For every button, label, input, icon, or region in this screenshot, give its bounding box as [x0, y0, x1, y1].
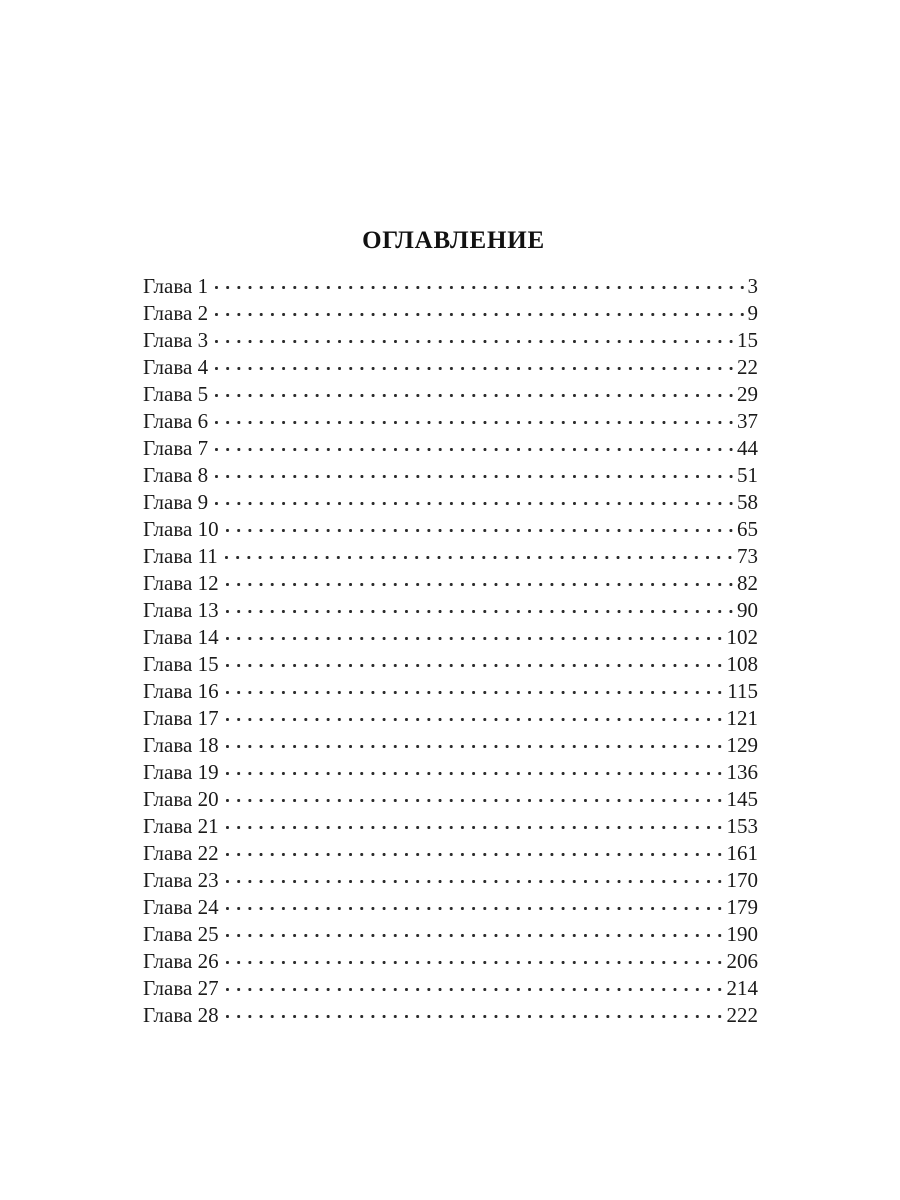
dot-leader [226, 1001, 725, 1022]
toc-entry[interactable] [143, 866, 758, 893]
toc-entry-page-number: 58 [737, 490, 758, 514]
toc-entry-label: Глава 23 [143, 868, 219, 892]
toc-entry-label: Глава 7 [143, 436, 209, 460]
toc-entry[interactable] [143, 785, 758, 812]
dot-leader [226, 947, 725, 968]
dot-leader [226, 515, 735, 536]
toc-entry-page-number: 108 [726, 652, 758, 676]
dot-leader [215, 407, 735, 428]
toc-entry-page-number: 121 [726, 706, 758, 730]
page-title: ОГЛАВЛЕНИЕ [362, 227, 545, 254]
toc-entry[interactable] [143, 677, 758, 704]
toc-entry-label: Глава 21 [143, 814, 219, 838]
toc-entry[interactable] [143, 812, 758, 839]
dot-leader [226, 920, 725, 941]
toc-entry-label: Глава 22 [143, 841, 219, 865]
toc-entry[interactable] [143, 839, 758, 866]
toc-entry[interactable] [143, 704, 758, 731]
toc-entry-page-number: 65 [737, 517, 758, 541]
toc-entry[interactable] [143, 758, 758, 785]
dot-leader [226, 623, 725, 644]
toc-entry[interactable] [143, 272, 758, 299]
dot-leader [226, 650, 725, 671]
toc-entry[interactable] [143, 407, 758, 434]
toc-entry-label: Глава 24 [143, 895, 219, 919]
toc-entry-page-number: 206 [726, 949, 758, 973]
dot-leader [215, 461, 735, 482]
toc-entry-page-number: 129 [726, 733, 758, 757]
dot-leader [215, 488, 735, 509]
toc-entry-page-number: 9 [747, 301, 758, 325]
toc-entry-page-number: 73 [737, 544, 758, 568]
dot-leader [226, 758, 725, 779]
toc-entry-page-number: 15 [737, 328, 758, 352]
toc-entry[interactable] [143, 1001, 758, 1028]
dot-leader [226, 596, 735, 617]
toc-entry-label: Глава 12 [143, 571, 219, 595]
dot-leader [215, 434, 735, 455]
toc-entry-label: Глава 8 [143, 463, 209, 487]
toc-entry[interactable] [143, 461, 758, 488]
toc-entry-label: Глава 11 [143, 544, 218, 568]
toc-entry-label: Глава 2 [143, 301, 209, 325]
toc-entry-label: Глава 5 [143, 382, 209, 406]
dot-leader [215, 272, 745, 293]
toc-entry-page-number: 82 [737, 571, 758, 595]
toc-entry-page-number: 214 [726, 976, 758, 1000]
toc-entry-page-number: 115 [727, 679, 758, 703]
dot-leader [226, 569, 735, 590]
toc-entry-page-number: 22 [737, 355, 758, 379]
toc-entry[interactable] [143, 974, 758, 1001]
toc-entry[interactable] [143, 353, 758, 380]
toc-entry-label: Глава 16 [143, 679, 219, 703]
dot-leader [226, 785, 725, 806]
dot-leader [215, 353, 735, 374]
toc-entry-label: Глава 27 [143, 976, 219, 1000]
toc-entry-page-number: 3 [747, 274, 758, 298]
toc-entry-label: Глава 14 [143, 625, 219, 649]
toc-entry[interactable] [143, 893, 758, 920]
toc-entry-label: Глава 26 [143, 949, 219, 973]
toc-entry[interactable] [143, 515, 758, 542]
dot-leader [225, 542, 735, 563]
toc-entry-page-number: 136 [726, 760, 758, 784]
toc-entry-label: Глава 17 [143, 706, 219, 730]
toc-entry[interactable] [143, 650, 758, 677]
toc-entry-label: Глава 19 [143, 760, 219, 784]
toc-entry[interactable] [143, 326, 758, 353]
toc-entry-page-number: 222 [726, 1003, 758, 1027]
dot-leader [226, 731, 725, 752]
toc-entry-page-number: 190 [726, 922, 758, 946]
toc-entry-label: Глава 3 [143, 328, 209, 352]
toc-entry[interactable] [143, 947, 758, 974]
toc-entry[interactable] [143, 623, 758, 650]
toc-entry[interactable] [143, 380, 758, 407]
toc-entry-page-number: 161 [726, 841, 758, 865]
toc-entry-page-number: 179 [726, 895, 758, 919]
dot-leader [226, 974, 725, 995]
toc-entry-label: Глава 4 [143, 355, 209, 379]
toc-entry[interactable] [143, 434, 758, 461]
toc-entry-label: Глава 9 [143, 490, 209, 514]
toc-entry-label: Глава 6 [143, 409, 209, 433]
toc-entry-label: Глава 1 [143, 274, 209, 298]
dot-leader [215, 380, 735, 401]
dot-leader [215, 299, 745, 320]
dot-leader [226, 839, 725, 860]
toc-entry-label: Глава 20 [143, 787, 219, 811]
toc-entry[interactable] [143, 542, 758, 569]
toc-entry-label: Глава 18 [143, 733, 219, 757]
toc-entry[interactable] [143, 299, 758, 326]
dot-leader [226, 812, 725, 833]
toc-entry-label: Глава 28 [143, 1003, 219, 1027]
toc-entry-page-number: 90 [737, 598, 758, 622]
dot-leader [215, 326, 735, 347]
toc-entry[interactable] [143, 731, 758, 758]
toc-entry-page-number: 102 [726, 625, 758, 649]
toc-entry-page-number: 170 [726, 868, 758, 892]
dot-leader [226, 704, 725, 725]
toc-entry-label: Глава 25 [143, 922, 219, 946]
toc-entry-page-number: 44 [737, 436, 758, 460]
toc-entry-page-number: 153 [726, 814, 758, 838]
toc-entry[interactable] [143, 596, 758, 623]
toc-entry-page-number: 51 [737, 463, 758, 487]
toc-entry-label: Глава 10 [143, 517, 219, 541]
toc-entry[interactable] [143, 488, 758, 515]
dot-leader [226, 893, 725, 914]
dot-leader [226, 677, 726, 698]
toc-entry-page-number: 29 [737, 382, 758, 406]
toc-entry-label: Глава 15 [143, 652, 219, 676]
toc-entry[interactable] [143, 920, 758, 947]
toc-entry[interactable] [143, 569, 758, 596]
toc-entry-list [143, 272, 758, 1028]
toc-entry-page-number: 37 [737, 409, 758, 433]
dot-leader [226, 866, 725, 887]
table-of-contents [143, 226, 758, 1028]
toc-entry-page-number: 145 [726, 787, 758, 811]
toc-entry-label: Глава 13 [143, 598, 219, 622]
